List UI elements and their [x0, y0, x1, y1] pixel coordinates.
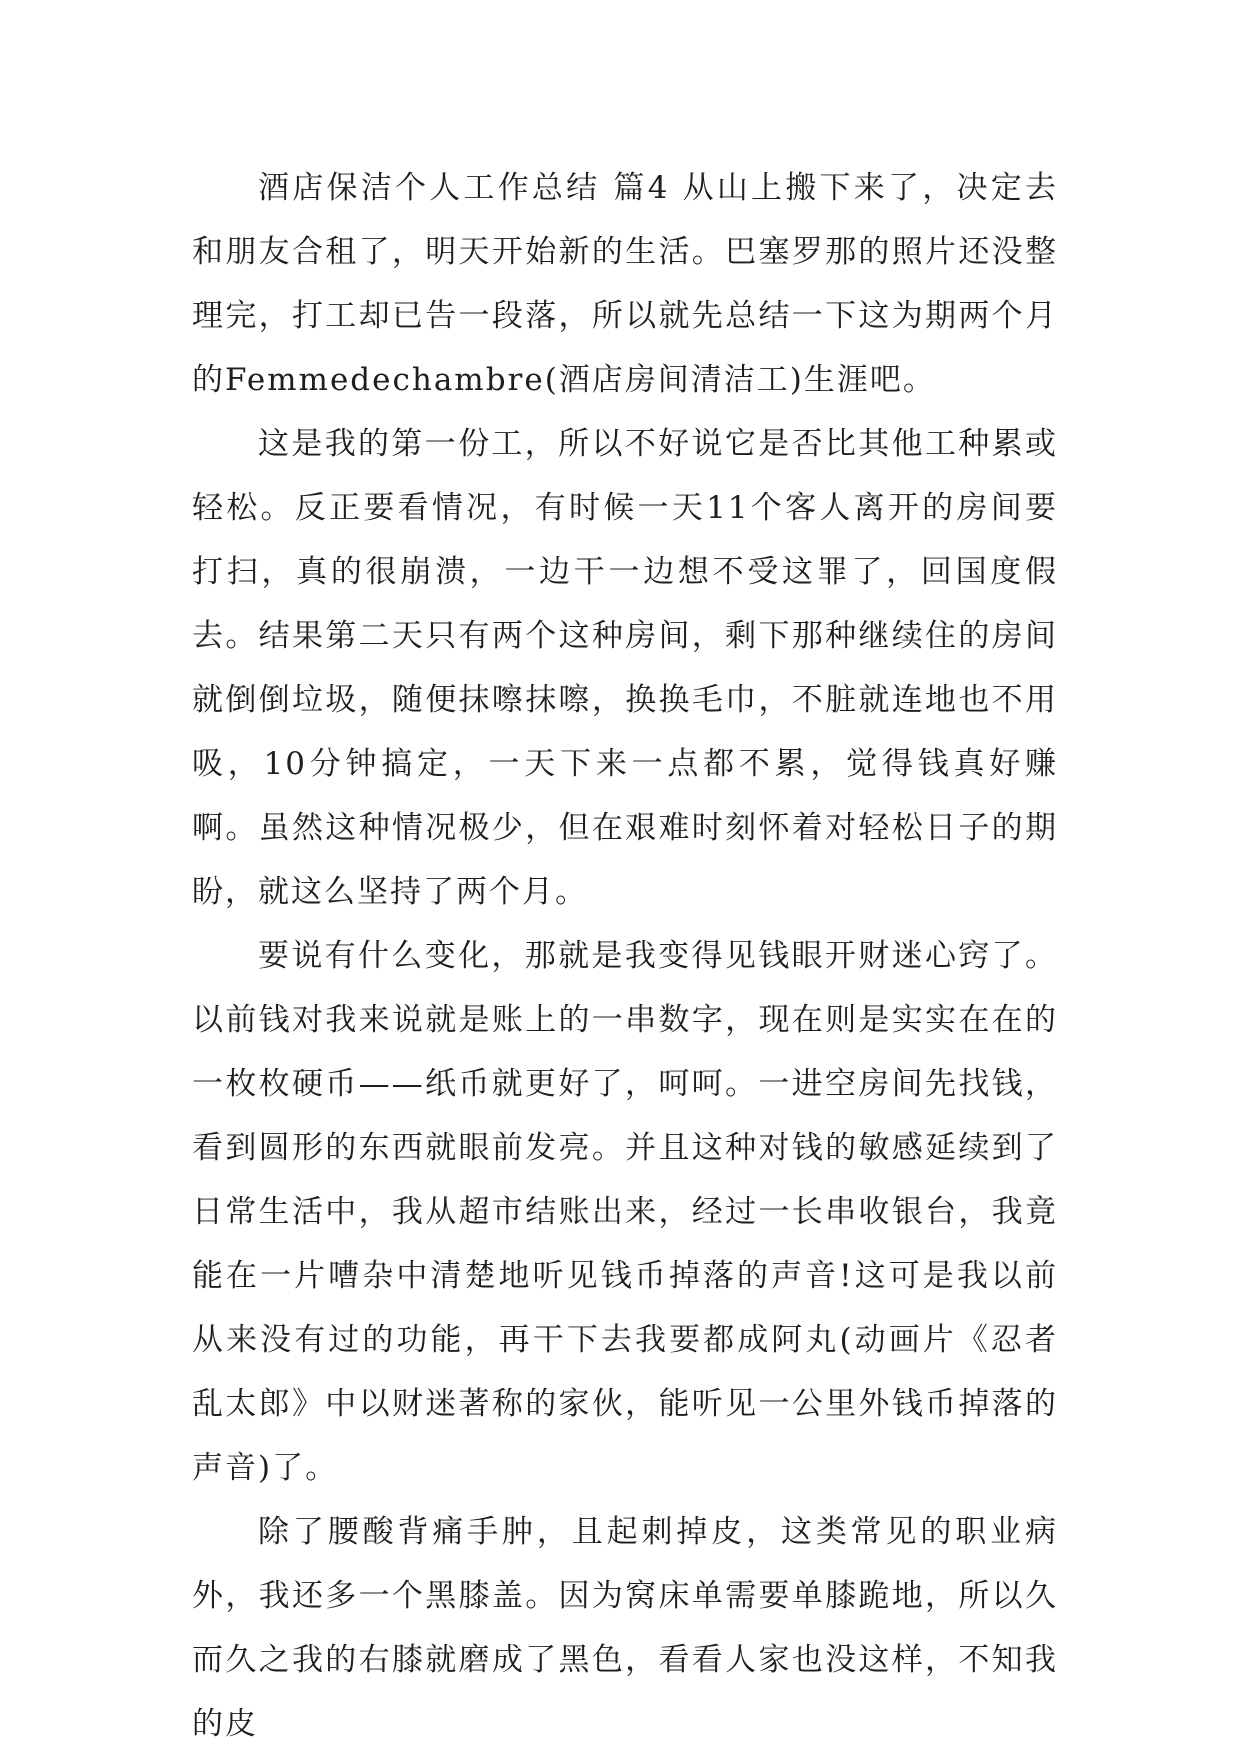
- paragraph-1: 酒店保洁个人工作总结 篇4 从山上搬下来了，决定去和朋友合租了，明天开始新的生活。巴塞罗那的照片还没整理完，打工却已告一段落，所以就先总结一下这为期两个月的Femmedechambre(酒店房间清洁工)生涯吧。: [192, 170, 1058, 398]
- paragraph-3: 要说有什么变化，那就是我变得见钱眼开财迷心窍了。以前钱对我来说就是账上的一串数字，现在则是实实在在的一枚枚硬币——纸币就更好了，呵呵。一进空房间先找钱，看到圆形的东西就眼前发亮。并且这种对钱的敏感延续到了日常生活中，我从超市结账出来，经过一长串收银台，我竟能在一片嘈杂中清楚地听见钱币掉落的声音!这可是我以前从来没有过的功能，再干下去我要都成阿丸(动画片《忍者乱太郎》中以财迷著称的家伙，能听见一公里外钱币掉落的声音)了。: [192, 938, 1058, 1486]
- body-text: [192, 156, 1058, 1756]
- paragraph-2: 这是我的第一份工，所以不好说它是否比其他工种累或轻松。反正要看情况，有时候一天11个客人离开的房间要打扫，真的很崩溃，一边干一边想不受这罪了，回国度假去。结果第二天只有两个这种房间，剩下那种继续住的房间就倒倒垃圾，随便抹嚓抹嚓，换换毛巾，不脏就连地也不用吸，10分钟搞定，一天下来一点都不累，觉得钱真好赚啊。虽然这种情况极少，但在艰难时刻怀着对轻松日子的期盼，就这么坚持了两个月。: [192, 426, 1058, 910]
- paragraph-4: 除了腰酸背痛手肿，且起刺掉皮，这类常见的职业病外，我还多一个黑膝盖。因为窝床单需要单膝跪地，所以久而久之我的右膝就磨成了黑色，看看人家也没这样，不知我的皮: [192, 1514, 1058, 1742]
